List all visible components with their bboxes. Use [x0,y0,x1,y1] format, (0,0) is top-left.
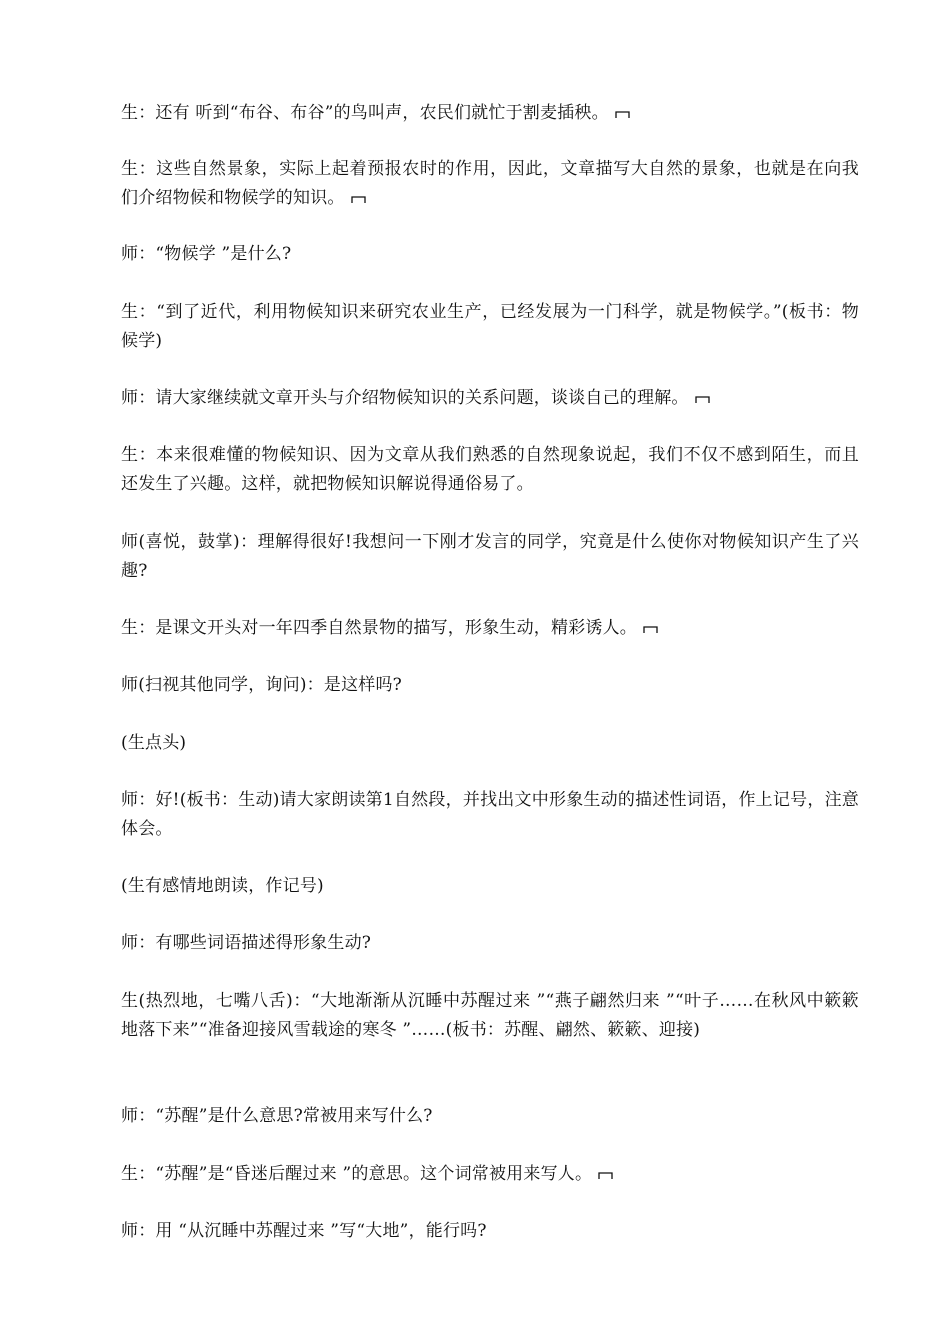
paragraph-11 [121,786,859,844]
paragraph-6 [121,441,859,499]
paragraph-text: 师：好!(板书：生动)请大家朗读第1自然段，并找出文中形象生动的描述性词语，作上记号，注意体会。 [121,790,859,839]
paragraph-text: 师：“苏醒”是什么意思?常被用来写什么? [121,1106,433,1126]
paragraph-12 [121,872,859,901]
paragraph-2 [121,155,859,213]
paragraph-text: 师(扫视其他同学，询问)：是这样吗? [121,675,402,695]
paragraph-16 [121,1160,859,1189]
paragraph-14 [121,987,859,1045]
paragraph-8 [121,614,859,643]
paragraph-text: 生：还有 听到“布谷、布谷”的鸟叫声，农民们就忙于割麦插秧。 [121,103,609,123]
paragraph-text: 生：“到了近代，利用物候知识来研究农业生产，已经发展为一门科学，就是物候学。”(板书：物候学) [121,302,859,351]
paragraph-mark-icon [695,396,710,403]
paragraph-mark-icon [615,111,630,118]
paragraph-text: 师：请大家继续就文章开头与介绍物候知识的关系问题，谈谈自己的理解。 [121,388,689,408]
paragraph-text: 师：用 “从沉睡中苏醒过来 ”写“大地”，能行吗? [121,1221,487,1241]
paragraph-text: 生：这些自然景象，实际上起着预报农时的作用，因此，文章描写大自然的景象，也就是在向我们介绍物候和物候学的知识。 [121,159,859,208]
paragraph-text: (生有感情地朗读，作记号) [121,876,324,896]
paragraph-text: (生点头) [121,733,187,753]
paragraph-text: 生(热烈地，七嘴八舌)：“大地渐渐从沉睡中苏醒过来 ”“燕子翩然归来 ”“叶子……在秋风中簌簌地落下来”“准备迎接风雪载途的寒冬 ”……(板书：苏醒、翩然、簌簌、迎接) [121,991,859,1040]
paragraph-7 [121,528,859,586]
paragraph-text: 生：“苏醒”是“昏迷后醒过来 ”的意思。这个词常被用来写人。 [121,1164,593,1184]
paragraph-5 [121,384,859,413]
paragraph-15 [121,1102,859,1131]
paragraph-1 [121,99,859,128]
paragraph-text: 师：“物候学 ”是什么? [121,244,292,264]
paragraph-10 [121,729,859,758]
paragraph-9 [121,671,859,700]
paragraph-13 [121,929,859,958]
paragraph-text: 师(喜悦，鼓掌)：理解得很好!我想问一下刚才发言的同学，究竟是什么使你对物候知识产生了兴趣? [121,532,859,581]
paragraph-text: 生：本来很难懂的物候知识、因为文章从我们熟悉的自然现象说起，我们不仅不感到陌生，而且还发生了兴趣。这样，就把物候知识解说得通俗易了。 [121,445,859,494]
paragraph-3 [121,240,859,269]
paragraph-17 [121,1217,859,1246]
paragraph-mark-icon [351,196,366,203]
paragraph-text: 师：有哪些词语描述得形象生动? [121,933,372,953]
paragraph-mark-icon [643,626,658,633]
paragraph-mark-icon [598,1172,613,1179]
paragraph-text: 生：是课文开头对一年四季自然景物的描写，形象生动，精彩诱人。 [121,618,637,638]
paragraph-4 [121,298,859,356]
